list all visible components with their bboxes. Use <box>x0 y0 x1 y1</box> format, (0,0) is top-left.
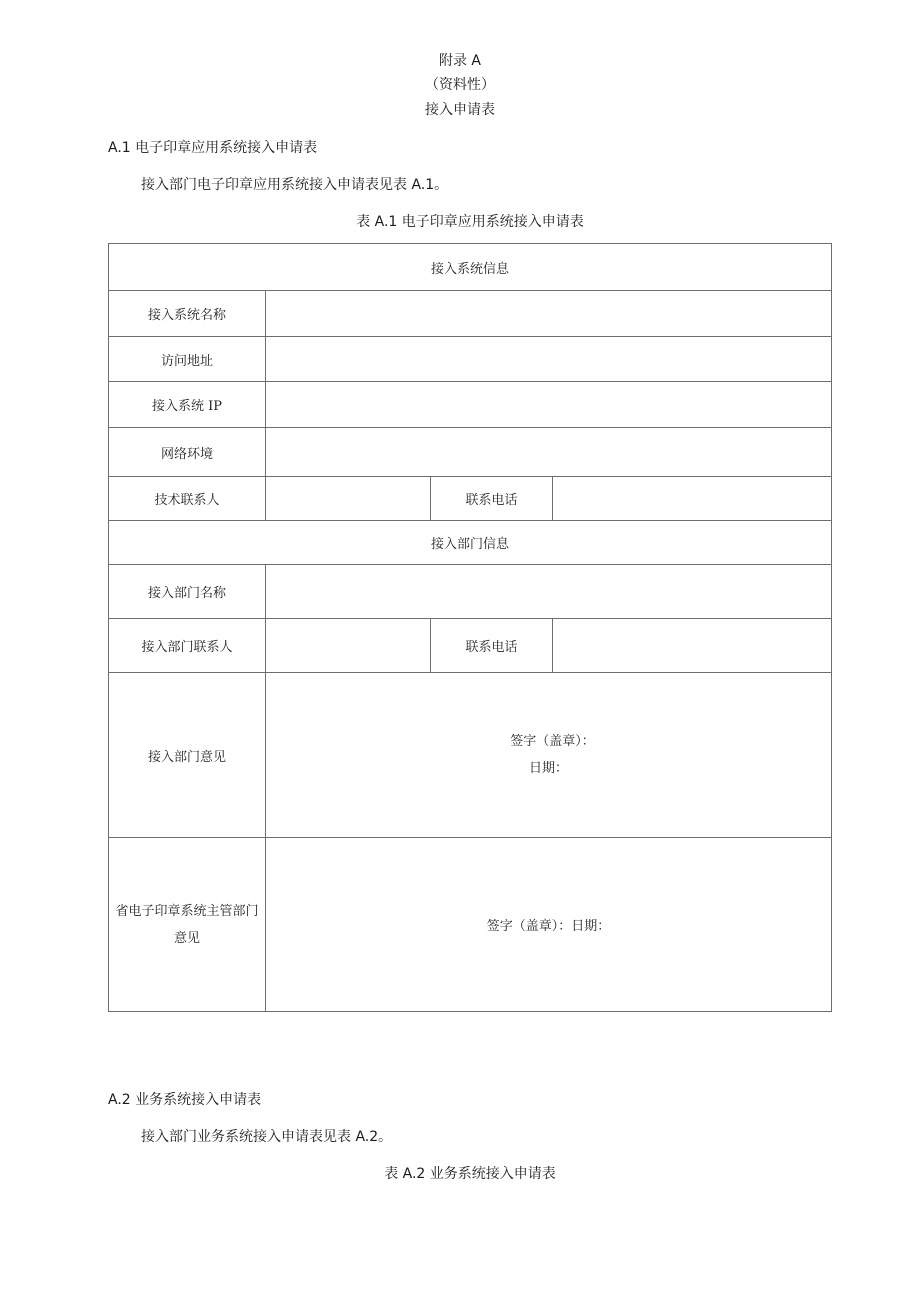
provincial-opinion-label <box>109 838 266 1012</box>
table-a2-caption: 表 A.2 业务系统接入申请表 <box>384 1166 556 1182</box>
dept-info-header: 接入部门信息 <box>109 521 832 565</box>
provincial-opinion-label-line2: 意见 <box>173 930 200 946</box>
section-a2-paragraph: 接入部门业务系统接入申请表见表 A.2。 <box>141 1129 393 1145</box>
access-address-label: 访问地址 <box>109 337 266 382</box>
system-ip-field[interactable] <box>266 382 832 428</box>
table-a1 <box>108 243 832 1012</box>
provincial-signature-date-label: 签字（盖章）：日期： <box>486 919 611 934</box>
system-info-header: 接入系统信息 <box>109 244 832 291</box>
table-a1-caption: 表 A.1 电子印章应用系统接入申请表 <box>356 214 584 230</box>
appendix-subtitle: 接入申请表 <box>425 102 495 118</box>
system-name-label: 接入系统名称 <box>109 291 266 337</box>
dept-opinion-field[interactable] <box>266 673 832 838</box>
system-name-field[interactable] <box>266 291 832 337</box>
dept-signature-label: 签字（盖章）： <box>510 734 595 749</box>
dept-name-label: 接入部门名称 <box>109 565 266 619</box>
dept-name-field[interactable] <box>266 565 832 619</box>
tech-phone-label: 联系电话 <box>431 477 553 521</box>
section-a1-heading: A.1 电子印章应用系统接入申请表 <box>108 140 318 156</box>
network-env-field[interactable] <box>266 428 832 477</box>
provincial-opinion-label-line1: 省电子印章系统主管部门 <box>115 903 259 919</box>
dept-date-label: 日期： <box>529 761 569 776</box>
dept-opinion-label: 接入部门意见 <box>109 673 266 838</box>
tech-phone-field[interactable] <box>553 477 832 521</box>
system-ip-label: 接入系统 IP <box>109 382 266 428</box>
network-env-label: 网络环境 <box>109 428 266 477</box>
appendix-title: 附录 A <box>438 53 482 69</box>
section-a1-paragraph: 接入部门电子印章应用系统接入申请表见表 A.1。 <box>141 177 449 193</box>
appendix-nature: （资料性） <box>425 77 495 93</box>
dept-phone-label: 联系电话 <box>431 619 553 673</box>
dept-contact-label: 接入部门联系人 <box>109 619 266 673</box>
tech-contact-field[interactable] <box>266 477 431 521</box>
access-address-field[interactable] <box>266 337 832 382</box>
provincial-opinion-field[interactable] <box>266 838 832 1012</box>
dept-phone-field[interactable] <box>553 619 832 673</box>
section-a2-heading: A.2 业务系统接入申请表 <box>108 1092 262 1108</box>
tech-contact-label: 技术联系人 <box>109 477 266 521</box>
dept-contact-field[interactable] <box>266 619 431 673</box>
